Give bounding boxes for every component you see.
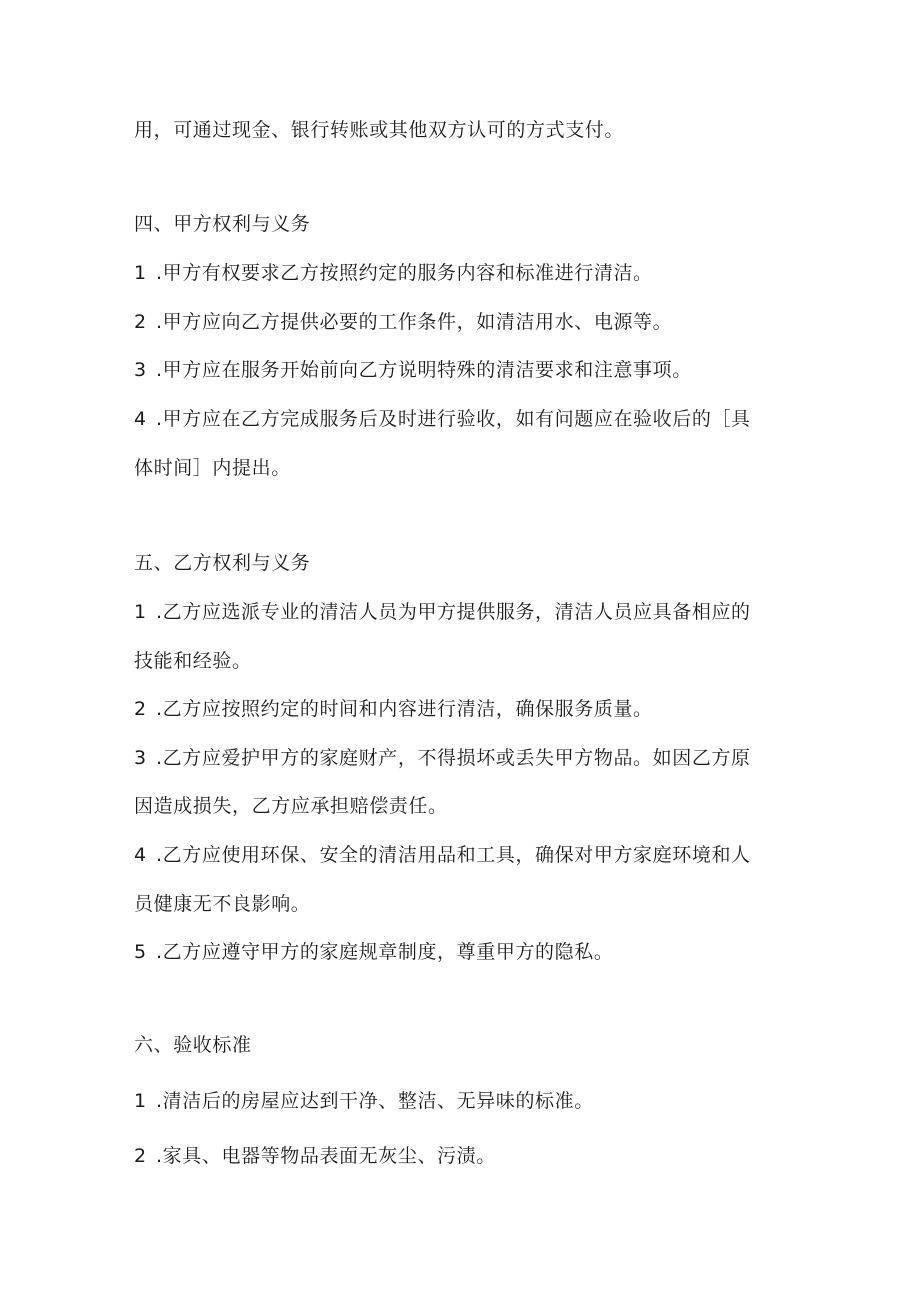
section-6-item-1 bbox=[134, 1089, 774, 1113]
section-6-item-2 bbox=[134, 1144, 774, 1168]
item-number: 4 bbox=[134, 844, 147, 866]
item-text: .甲方应在乙方完成服务后及时进行验收，如有问题应在验收后的［具 bbox=[156, 408, 751, 430]
item-number: 1 bbox=[134, 1090, 147, 1112]
section-4-item-1 bbox=[134, 261, 774, 285]
section-5-item-1-cont: 技能和经验。 bbox=[134, 650, 252, 672]
section-4-item-4-cont: 体时间］内提出。 bbox=[134, 457, 291, 479]
item-number: 3 bbox=[134, 747, 147, 769]
item-number: 1 bbox=[134, 601, 147, 623]
section-4-item-3 bbox=[134, 358, 774, 382]
item-number: 2 bbox=[134, 698, 147, 720]
item-number: 2 bbox=[134, 311, 147, 333]
item-text: .甲方应向乙方提供必要的工作条件，如清洁用水、电源等。 bbox=[156, 311, 673, 333]
item-number: 2 bbox=[134, 1145, 147, 1167]
item-number: 4 bbox=[134, 408, 147, 430]
section-5-item-2 bbox=[134, 697, 774, 721]
section-4-item-4 bbox=[134, 407, 774, 431]
section-5-item-3 bbox=[134, 746, 774, 770]
section-6-heading: 六、验收标准 bbox=[134, 1034, 252, 1056]
item-number: 1 bbox=[134, 262, 147, 284]
section-5-item-1 bbox=[134, 600, 774, 624]
item-text: .乙方应按照约定的时间和内容进行清洁，确保服务质量。 bbox=[156, 698, 653, 720]
continuation-text: 用，可通过现金、银行转账或其他双方认可的方式支付。 bbox=[134, 119, 625, 141]
item-text: .乙方应遵守甲方的家庭规章制度，尊重甲方的隐私。 bbox=[156, 941, 614, 963]
item-text: .乙方应选派专业的清洁人员为甲方提供服务，清洁人员应具备相应的 bbox=[156, 601, 751, 623]
section-5-heading: 五、乙方权利与义务 bbox=[134, 552, 311, 574]
section-5-item-4-cont: 员健康无不良影响。 bbox=[134, 893, 311, 915]
item-number: 5 bbox=[134, 941, 147, 963]
section-5-item-4 bbox=[134, 843, 774, 867]
section-4-heading: 四、甲方权利与义务 bbox=[134, 213, 311, 235]
item-number: 3 bbox=[134, 359, 147, 381]
item-text: .乙方应使用环保、安全的清洁用品和工具，确保对甲方家庭环境和人 bbox=[156, 844, 751, 866]
item-text: .家具、电器等物品表面无灰尘、污渍。 bbox=[156, 1145, 496, 1167]
item-text: .乙方应爱护甲方的家庭财产，不得损坏或丢失甲方物品。如因乙方原 bbox=[156, 747, 751, 769]
item-text: .甲方有权要求乙方按照约定的服务内容和标准进行清洁。 bbox=[156, 262, 653, 284]
item-text: .甲方应在服务开始前向乙方说明特殊的清洁要求和注意事项。 bbox=[156, 359, 692, 381]
item-text: .清洁后的房屋应达到干净、整洁、无异味的标准。 bbox=[156, 1090, 594, 1112]
section-5-item-3-cont: 因造成损失，乙方应承担赔偿责任。 bbox=[134, 795, 448, 817]
section-4-item-2 bbox=[134, 310, 774, 334]
section-5-item-5 bbox=[134, 940, 774, 964]
